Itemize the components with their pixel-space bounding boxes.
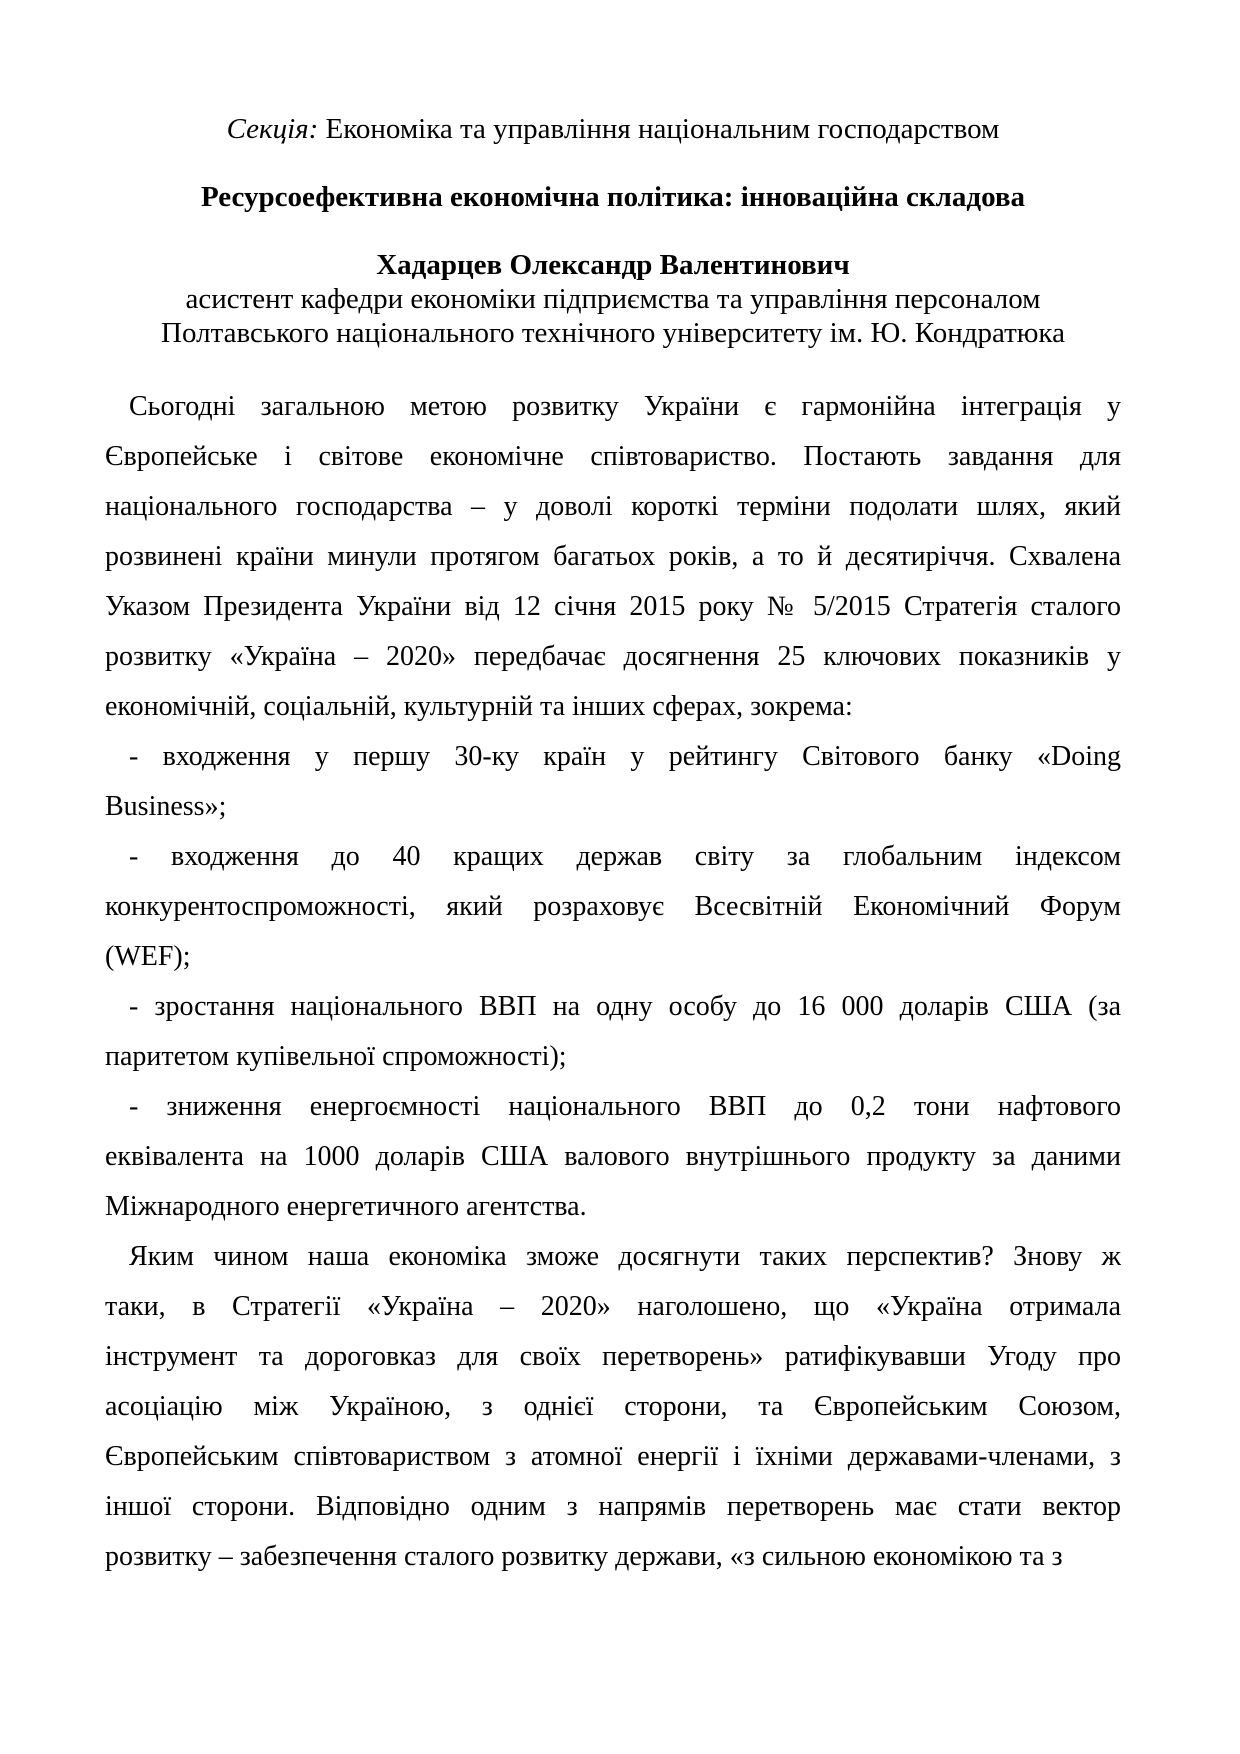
- text-line: еквівалента на 1000 доларів США валового внутрішнього продукту за даними: [105, 1141, 1121, 1172]
- section-value: Економіка та управління національним господарством: [325, 113, 1000, 145]
- author-position: асистент кафедри економіки підприємства та управління персоналом: [185, 283, 1041, 315]
- text-line: Сьогодні загальною метою розвитку України є гармонійна інтеграція у: [129, 391, 1121, 422]
- paragraph: [105, 1232, 1121, 1582]
- text-line: - входження у першу 30-ку країн у рейтингу Світового банку «Doing: [129, 741, 1121, 772]
- author-affiliation: Полтавського національного технічного університету ім. Ю. Кондратюка: [161, 317, 1065, 349]
- document-header: [105, 112, 1121, 350]
- text-line: Європейське і світове економічне співтовариство. Постають завдання для: [105, 441, 1121, 472]
- author-block: [105, 248, 1121, 350]
- text-line: асоціацію між Україною, з однієї сторони, та Європейським Союзом,: [105, 1391, 1121, 1422]
- paragraph: [105, 732, 1121, 832]
- text-line: економічній, соціальній, культурній та інших сферах, зокрема:: [105, 691, 853, 722]
- text-line: паритетом купівельної спроможності);: [105, 1041, 567, 1072]
- paragraph: [105, 982, 1121, 1082]
- text-line: іншої сторони. Відповідно одним з напрямів перетворень має стати вектор: [105, 1491, 1121, 1522]
- text-line: Указом Президента України від 12 січня 2015 року № 5/2015 Стратегія сталого: [105, 591, 1121, 622]
- text-line: - входження до 40 кращих держав світу за глобальним індексом: [129, 841, 1121, 872]
- text-line: Business»;: [105, 791, 227, 822]
- text-line: (WEF);: [105, 941, 191, 972]
- text-line: конкурентоспроможності, який розраховує Всесвітній Економічний Форум: [105, 891, 1121, 922]
- text-line: Міжнародного енергетичного агентства.: [105, 1191, 587, 1222]
- document-body: [105, 382, 1121, 1582]
- text-line: - зростання національного ВВП на одну особу до 16 000 доларів США (за: [129, 991, 1121, 1022]
- text-line: інструмент та дороговказ для своїх перетворень» ратифікувавши Угоду про: [105, 1341, 1121, 1372]
- paragraph: [105, 382, 1121, 732]
- paper-title: Ресурсоефективна економічна політика: інноваційна складова: [200, 181, 1026, 213]
- text-line: розвитку «Україна – 2020» передбачає досягнення 25 ключових показників у: [105, 641, 1121, 672]
- paragraph: [105, 832, 1121, 982]
- section-line: [105, 112, 1121, 146]
- text-line: розвитку – забезпечення сталого розвитку держави, «з сильною економікою та з: [105, 1541, 1063, 1572]
- text-line: національного господарства – у доволі короткі терміни подолати шлях, який: [105, 491, 1121, 522]
- text-line: - зниження енергоємності національного ВВП до 0,2 тони нафтового: [129, 1091, 1121, 1122]
- section-label: Секція:: [226, 113, 319, 145]
- text-line: Яким чином наша економіка зможе досягнути таких перспектив? Знову ж: [129, 1241, 1121, 1272]
- text-line: Європейським співтовариством з атомної енергії і їхніми державами-членами, з: [105, 1441, 1121, 1472]
- paragraph: [105, 1082, 1121, 1232]
- author-name: Хадарцев Олександр Валентинович: [376, 249, 850, 281]
- text-line: таки, в Стратегії «Україна – 2020» наголошено, що «Україна отримала: [105, 1291, 1121, 1322]
- text-line: розвинені країни минули протягом багатьох років, а то й десятиріччя. Схвалена: [105, 541, 1121, 572]
